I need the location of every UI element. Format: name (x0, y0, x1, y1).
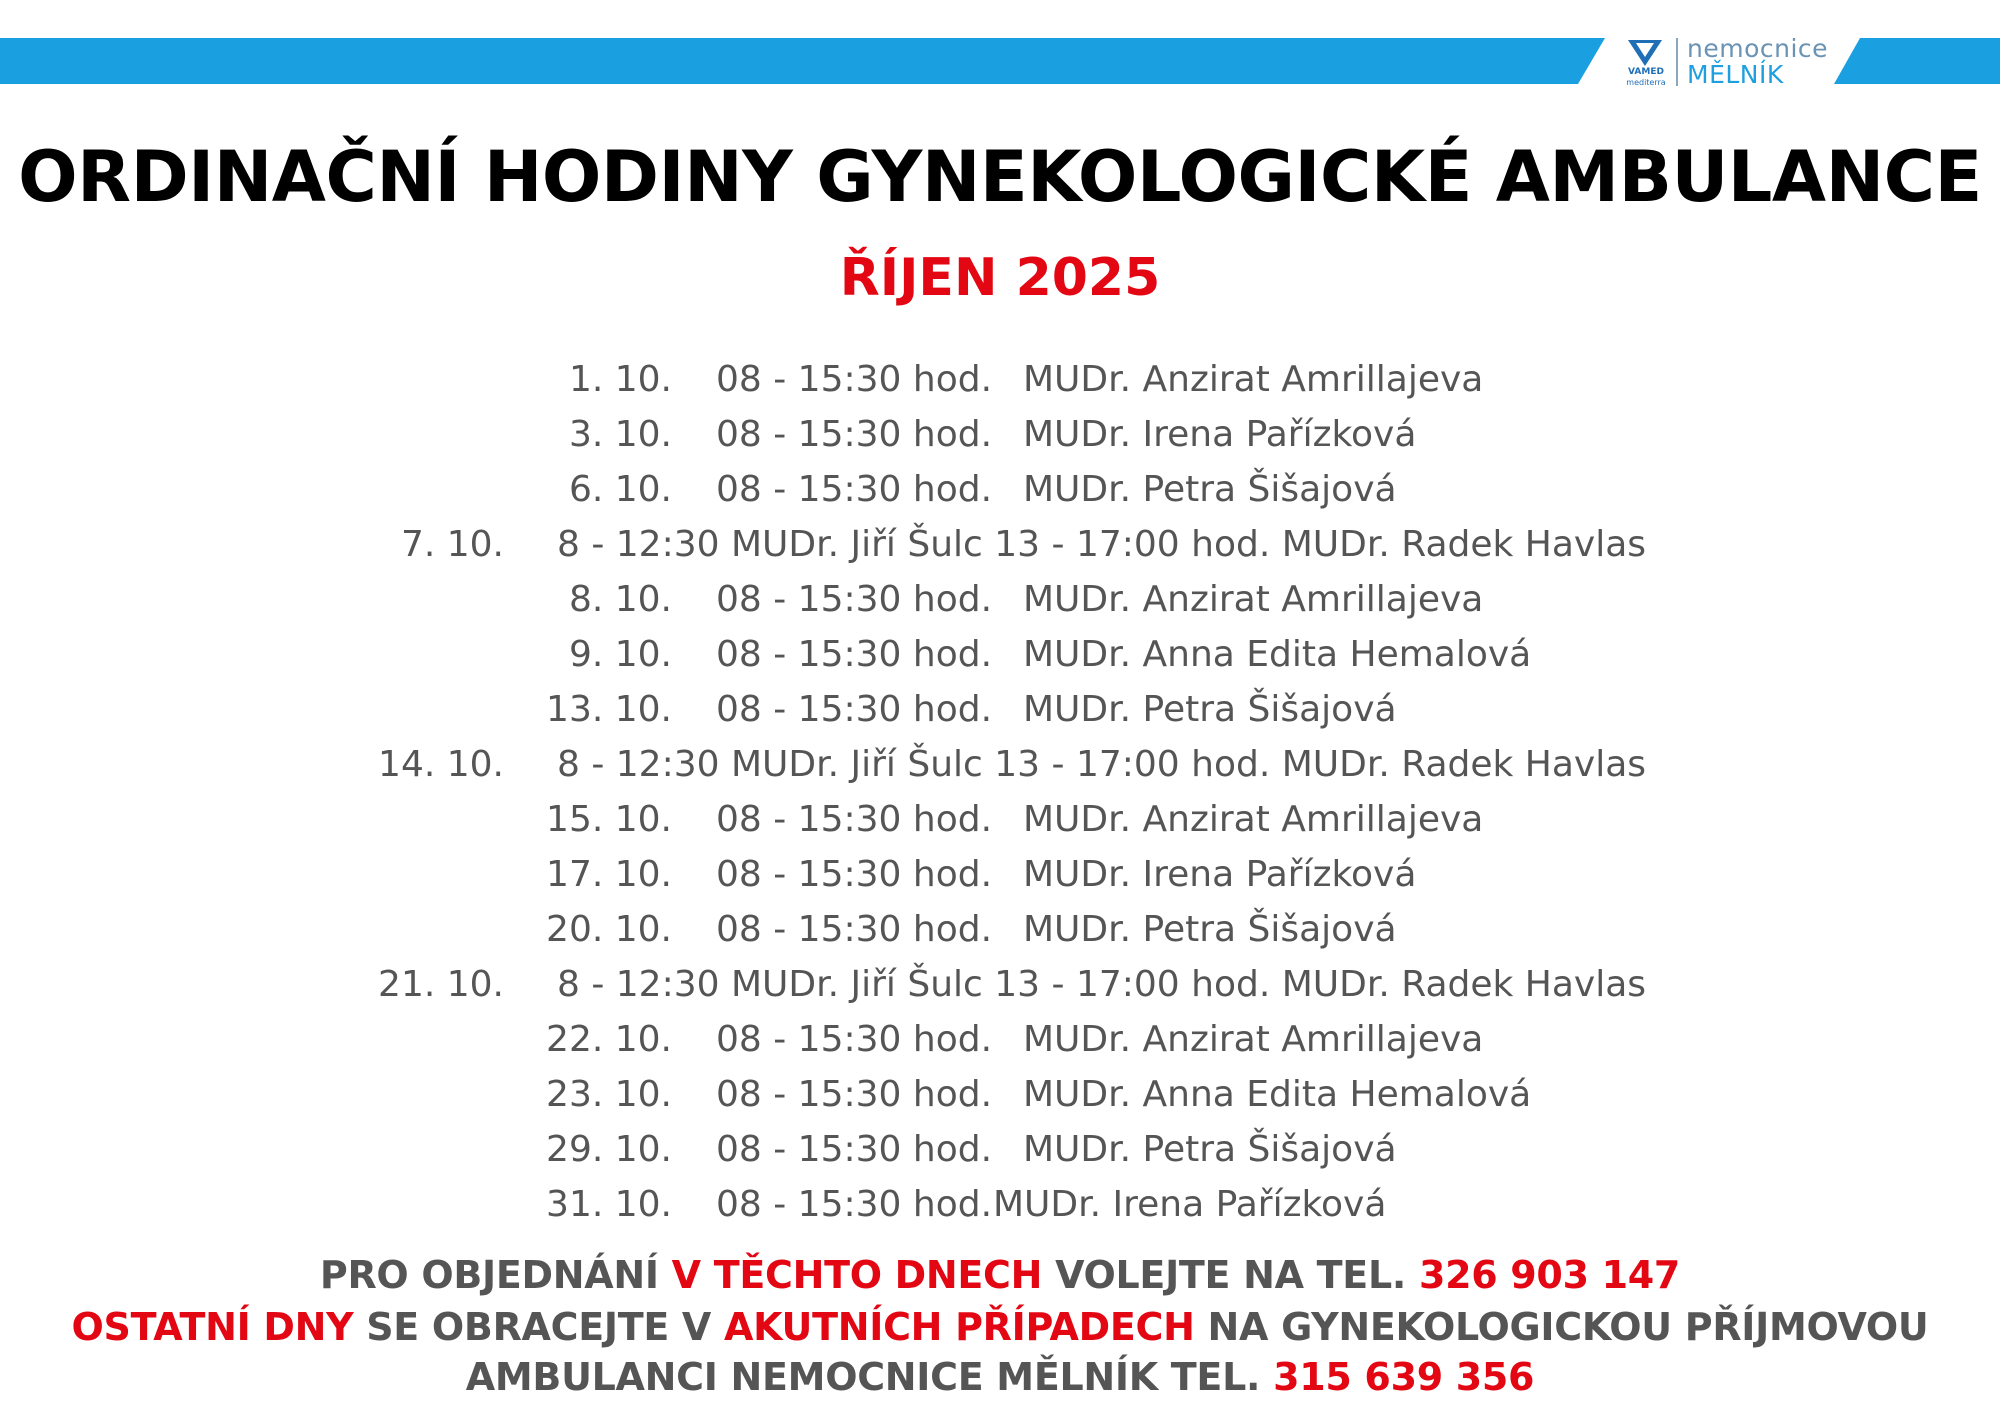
schedule-row (0, 1067, 2000, 1122)
banner-stripe-left (0, 38, 1605, 84)
row-split-shift: 8 - 12:30 MUDr. Jiří Šulc 13 - 17:00 hod. MUDr. Radek Havlas (557, 964, 1647, 1005)
row-date: 29. 10. (546, 1129, 672, 1170)
row-date: 6. 10. (568, 469, 672, 510)
logo-brand-sub: mediterra (1626, 78, 1666, 87)
footer-highlight: OSTATNÍ DNY (71, 1305, 354, 1349)
schedule-row (0, 1122, 2000, 1177)
row-split-shift: 8 - 12:30 MUDr. Jiří Šulc 13 - 17:00 hod. MUDr. Radek Havlas (557, 524, 1647, 565)
row-doctor: MUDr. Petra Šišajová (1023, 1129, 1397, 1170)
row-time: 08 - 15:30 hod. (716, 414, 993, 455)
row-doctor: MUDr. Anna Edita Hemalová (1023, 1074, 1532, 1115)
footer-text: SE OBRACEJTE V (353, 1305, 724, 1349)
row-doctor: MUDr. Petra Šišajová (1023, 909, 1397, 950)
row-date: 9. 10. (568, 634, 672, 675)
footer-highlight: AKUTNÍCH PŘÍPADECH (723, 1305, 1195, 1349)
schedule-row (0, 407, 2000, 462)
row-doctor: MUDr. Irena Pařízková (993, 1184, 1387, 1225)
logo-name-line2: MĚLNÍK (1687, 60, 1784, 89)
row-date: 14. 10. (378, 744, 504, 785)
schedule-row (0, 847, 2000, 902)
row-split-shift: 8 - 12:30 MUDr. Jiří Šulc 13 - 17:00 hod. MUDr. Radek Havlas (557, 744, 1647, 785)
row-doctor: MUDr. Irena Pařízková (1023, 854, 1417, 895)
schedule-row (0, 1177, 2000, 1232)
row-time: 08 - 15:30 hod. (716, 1184, 993, 1225)
schedule-row (0, 462, 2000, 517)
row-date: 17. 10. (546, 854, 672, 895)
row-date: 31. 10. (546, 1184, 672, 1225)
row-date: 7. 10. (400, 524, 504, 565)
page-title: ORDINAČNÍ HODINY GYNEKOLOGICKÉ AMBULANCE (18, 136, 1982, 218)
row-doctor: MUDr. Anna Edita Hemalová (1023, 634, 1532, 675)
footer-line-admission (0, 1350, 2000, 1404)
row-doctor: MUDr. Anzirat Amrillajeva (1023, 359, 1484, 400)
row-date: 15. 10. (546, 799, 672, 840)
schedule-row (0, 902, 2000, 957)
row-doctor: MUDr. Petra Šišajová (1023, 689, 1397, 730)
schedule-row (0, 572, 2000, 627)
logo-name-line1: nemocnice (1687, 34, 1829, 63)
schedule-row-split (0, 517, 2000, 572)
schedule-row (0, 792, 2000, 847)
row-date: 23. 10. (546, 1074, 672, 1115)
row-doctor: MUDr. Irena Pařízková (1023, 414, 1417, 455)
row-doctor: MUDr. Petra Šišajová (1023, 469, 1397, 510)
schedule-row (0, 627, 2000, 682)
row-time: 08 - 15:30 hod. (716, 1129, 993, 1170)
footer-line-booking (0, 1248, 2000, 1302)
footer-line-emergency (0, 1300, 2000, 1354)
vamed-triangle-icon (1628, 40, 1662, 66)
footer-text: NA GYNEKOLOGICKOU PŘÍJMOVOU (1194, 1305, 1929, 1349)
row-doctor: MUDr. Anzirat Amrillajeva (1023, 799, 1484, 840)
row-time: 08 - 15:30 hod. (716, 634, 993, 675)
row-time: 08 - 15:30 hod. (716, 579, 993, 620)
row-time: 08 - 15:30 hod. (716, 1074, 993, 1115)
schedule-row-split (0, 957, 2000, 1012)
schedule-row (0, 682, 2000, 737)
row-doctor: MUDr. Anzirat Amrillajeva (1023, 579, 1484, 620)
row-date: 8. 10. (568, 579, 672, 620)
row-date: 21. 10. (378, 964, 504, 1005)
phone-number-admission: 315 639 356 (1273, 1355, 1535, 1399)
row-time: 08 - 15:30 hod. (716, 469, 993, 510)
phone-number-booking: 326 903 147 (1418, 1253, 1681, 1297)
row-time: 08 - 15:30 hod. (716, 799, 993, 840)
footer-text: VOLEJTE NA TEL. (1042, 1253, 1419, 1297)
row-time: 08 - 15:30 hod. (716, 909, 993, 950)
row-date: 13. 10. (546, 689, 672, 730)
schedule-row (0, 352, 2000, 407)
schedule-row-split (0, 737, 2000, 792)
row-time: 08 - 15:30 hod. (716, 689, 993, 730)
row-time: 08 - 15:30 hod. (716, 854, 993, 895)
row-date: 3. 10. (568, 414, 672, 455)
schedule-row (0, 1012, 2000, 1067)
footer-highlight: V TĚCHTO DNECH (671, 1253, 1043, 1297)
row-date: 22. 10. (546, 1019, 672, 1060)
row-date: 20. 10. (546, 909, 672, 950)
footer-text: AMBULANCI NEMOCNICE MĚLNÍK TEL. (465, 1355, 1274, 1399)
month-subtitle: ŘÍJEN 2025 (839, 248, 1161, 308)
row-time: 08 - 15:30 hod. (716, 359, 993, 400)
row-doctor: MUDr. Anzirat Amrillajeva (1023, 1019, 1484, 1060)
row-time: 08 - 15:30 hod. (716, 1019, 993, 1060)
logo-brand: VAMED (1628, 67, 1664, 77)
banner-stripe-right (1834, 38, 2000, 84)
row-date: 1. 10. (568, 359, 672, 400)
footer-text: PRO OBJEDNÁNÍ (319, 1253, 672, 1297)
